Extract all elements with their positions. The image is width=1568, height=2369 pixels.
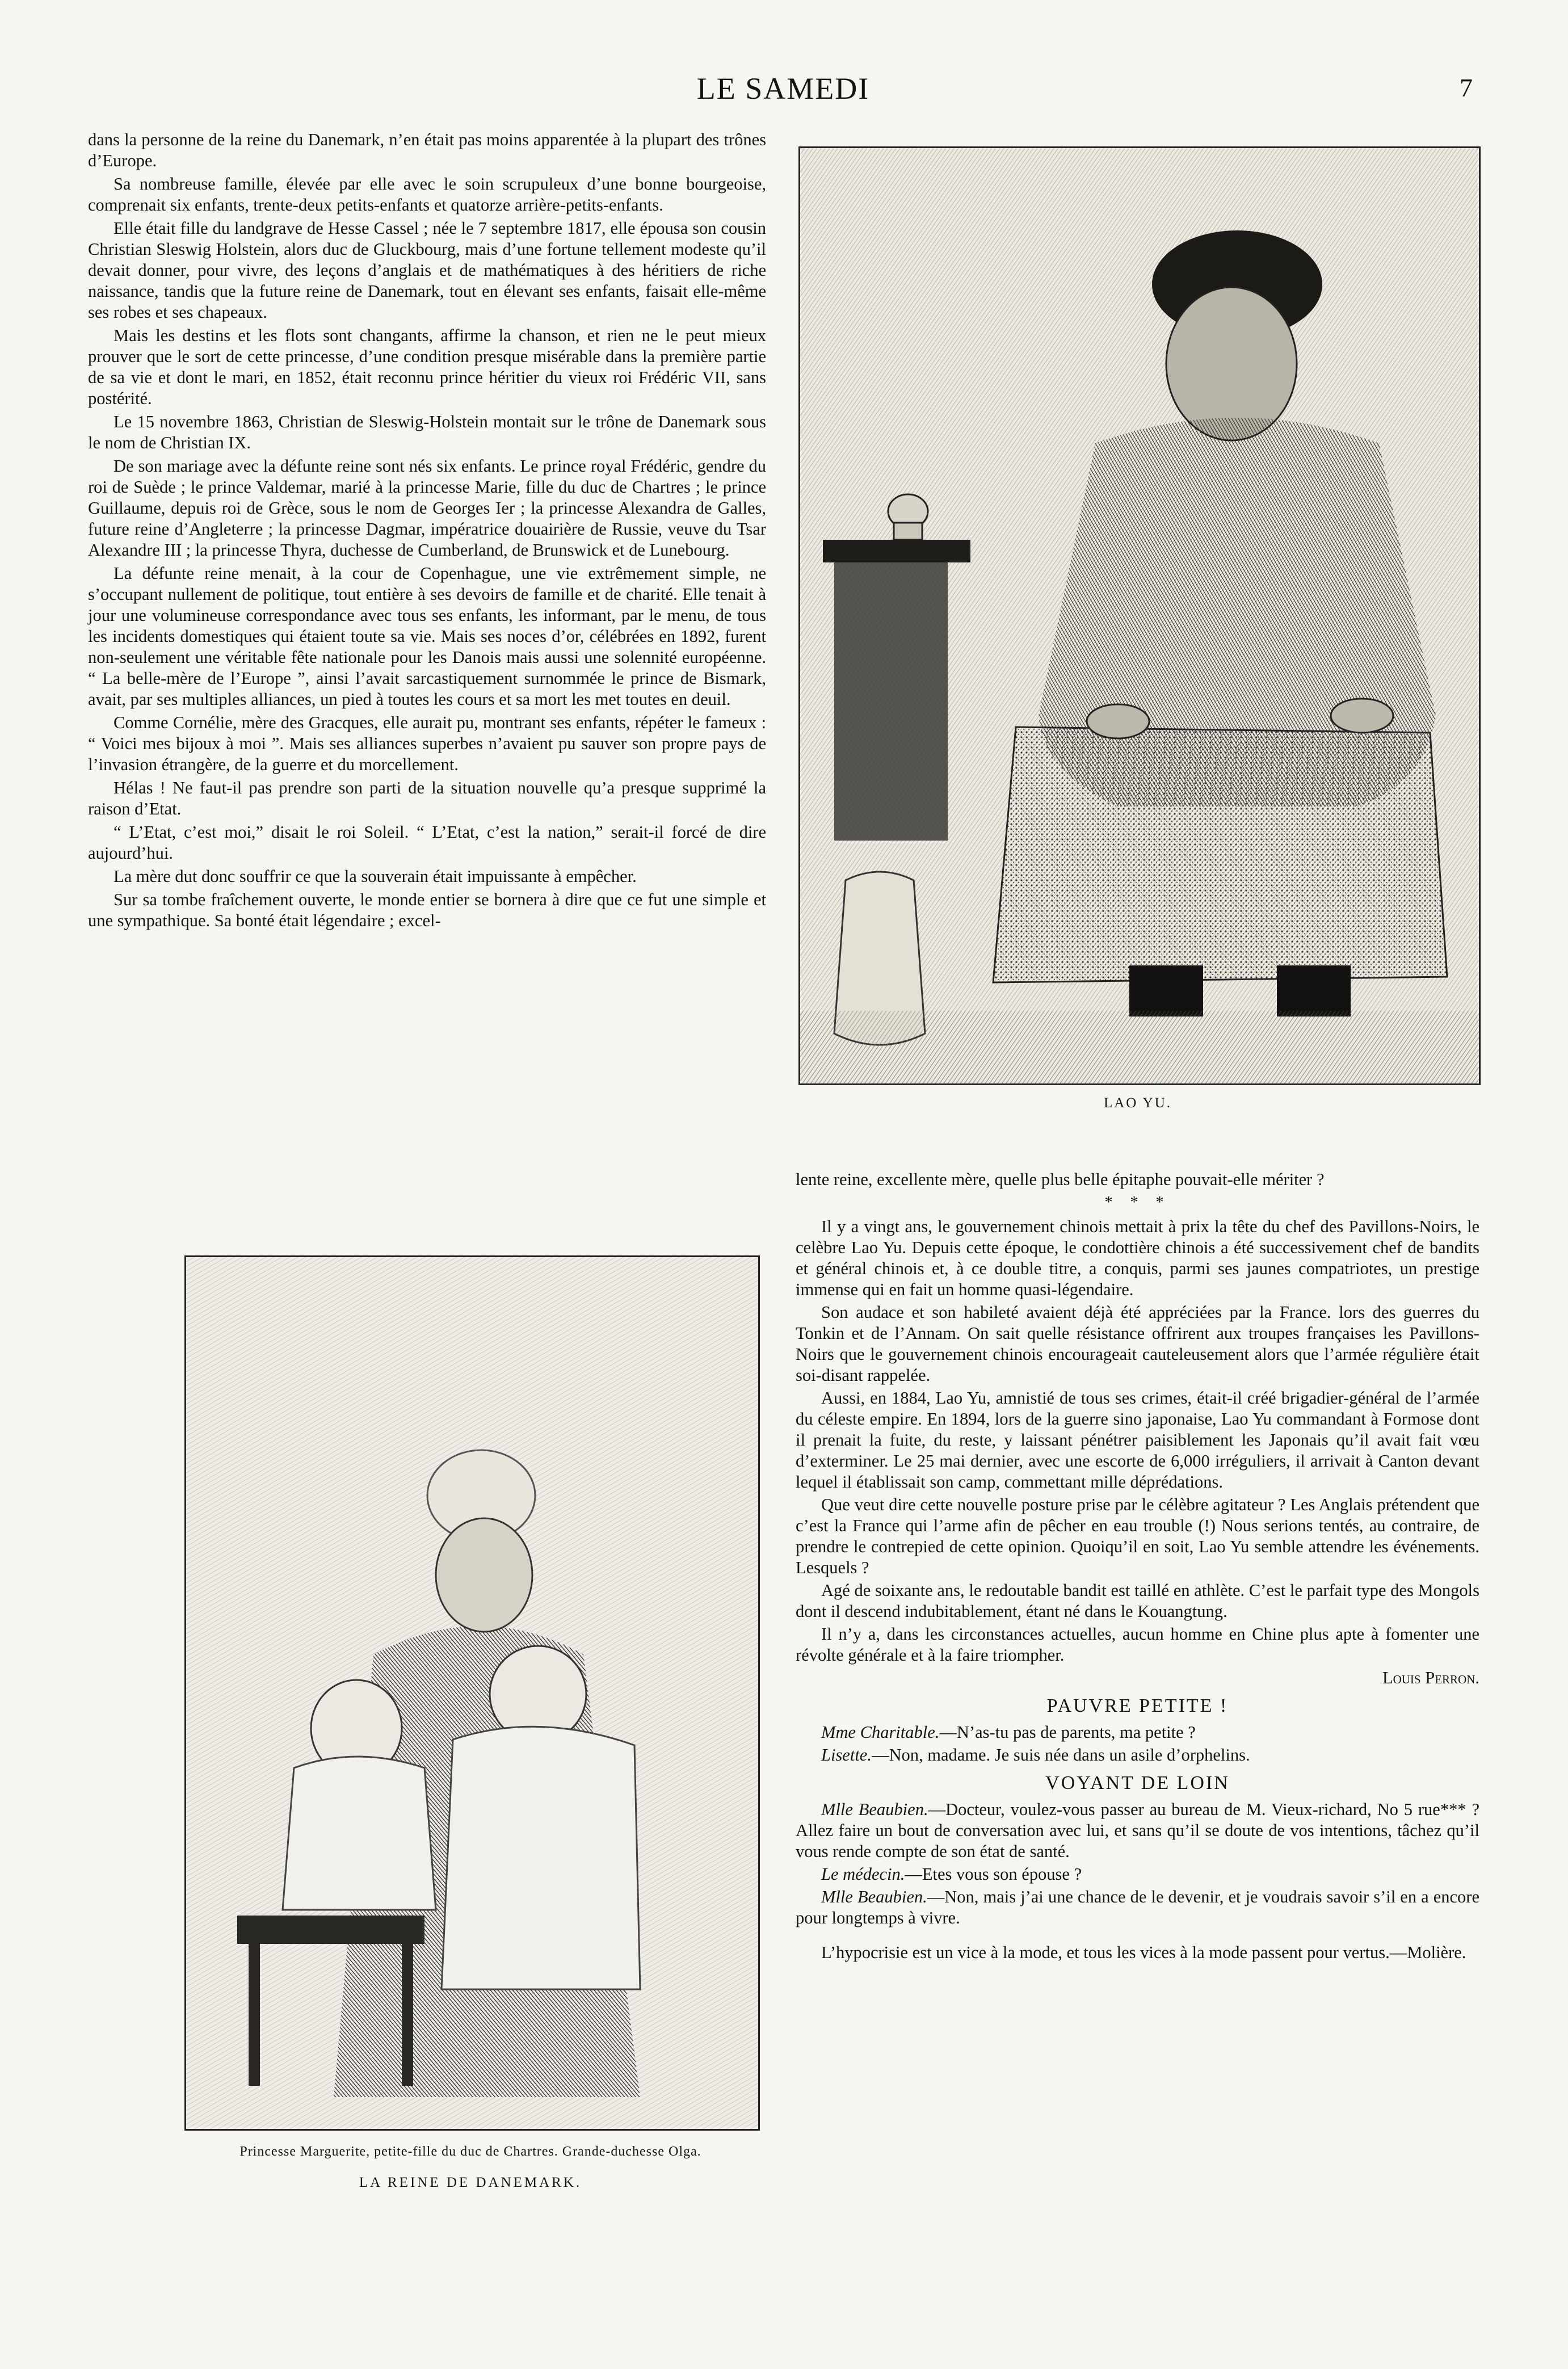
lao-yu-engraving [800,148,1479,1083]
lao-yu-caption: LAO YU. [1103,1095,1172,1111]
left-paragraph: Le 15 novembre 1863, Christian de Sleswig-Holstein montait sur le trône de Danemark sous le nom de Christian IX. [88,412,766,452]
left-paragraph: La défunte reine menait, à la cour de Copenhague, une vie extrêmement simple, ne s’occupant nullement de politique, tout entière à ses devoirs de famille et de charité. Elle tenait à jour une volumineuse correspondance avec tous ses enfants, les informant, par le menu, de tous les incidents domestiques qui étaient toute sa vie. Mais ses noces d’or, célébrées en 1892, furent non-seulement une véritable fête nationale pour les Danois mais aussi une solennité européenne. “ La belle-mère de l’Europe ”, ainsi l’avait sarcastiquement surnommée le prince de Bismark, avait, par ses multiples alliances, un pied à toutes les cours et sa mort les met toutes en deuil. [88,564,766,709]
lao-yu-photo [798,146,1481,1085]
page-title: LE SAMEDI [696,72,870,106]
right-paragraph: Il n’y a, dans les circonstances actuelles, aucun homme en Chine plus apte à fomenter une révolte générale et à la faire triompher. [796,1624,1479,1665]
left-paragraph: “ L’Etat, c’est moi,” disait le roi Soleil. “ L’Etat, c’est la nation,” serait-il forcé de dire aujourd’hui. [88,822,766,863]
reine-engraving [186,1257,758,2129]
left-paragraph: La mère dut donc souffrir ce que la souverain était impuissante à empêcher. [113,867,637,886]
section-heading-pauvre-petite: PAUVRE PETITE ! [1046,1695,1229,1716]
right-paragraph: Que veut dire cette nouvelle posture prise par le célèbre agitateur ? Les Anglais prétendent que c’est la France qui l’arme afin de pêcher en eau trouble (!) Nous serions tentés, au contraire, de prendre le contrepied de cette opinion. Quoiqu’il en soit, Lao Yu semble attendre les événements. Lesquels ? [796,1495,1479,1577]
dialogue-text: —Non, madame. Je suis née dans un asile d’orphelins. [871,1745,1250,1765]
right-paragraph: Agé de soixante ans, le redoutable bandit est taillé en athlète. C’est le parfait type des Mongols dont il descend indubitablement, étant né dans le Kouangtung. [796,1581,1479,1621]
page-number: 7 [1460,73,1473,102]
dialogue-line [796,1722,1479,1743]
dialogue-text: —Docteur, voulez-vous passer au bureau de M. Vieux-richard, No 5 rue*** ? Allez faire un bout de conversation avec lui, et sans qu’il se doute de vos intentions, tâchez qu’il vous rende compte de son état de santé. [796,1800,1479,1861]
left-paragraph: Sa nombreuse famille, élevée par elle avec le soin scrupuleux d’une bonne bourgeoise, comprenait six enfants, trente-deux petits-enfants et quatorze arrière-petits-enfants. [88,174,766,215]
dialogue-text: —N’as-tu pas de parents, ma petite ? [939,1723,1196,1742]
dialogue-line [796,1799,1479,1862]
dialogue-speaker: Le médecin. [821,1864,905,1884]
dialogue-speaker: Mme Charitable. [821,1723,940,1742]
dialogue-speaker: Mlle Beaubien. [821,1800,928,1819]
right-paragraph: Aussi, en 1884, Lao Yu, amnistié de tous ses crimes, était-il créé brigadier-général de l’armée du céleste empire. En 1894, lors de la guerre sino japonaise, Lao Yu commandant à Formose dont il prenait la fuite, du reste, y laissant pénétrer paisiblement les Japonais qu’il avait fait vœu d’exterminer. Le 25 mai dernier, avec une escorte de 6,000 irréguliers, il arrivait à Canton devant lequel il établissait son camp, commettant mille déprédations. [796,1388,1479,1492]
left-paragraph: dans la personne de la reine du Danemark, n’en était pas moins apparentée à la plupart des trônes d’Europe. [88,130,766,170]
left-paragraph: De son mariage avec la défunte reine sont nés six enfants. Le prince royal Frédéric, gendre du roi de Suède ; le prince Valdemar, marié à la princesse Marie, fille du duc de Chartres ; le prince Guillaume, depuis roi de Grèce, sous le nom de Georges Ier ; la princesse Alexandra de Galles, future reine d’Angleterre ; la princesse Dagmar, impératrice douairière de Russie, veuve du Tsar Alexandre III ; la princesse Thyra, duchesse de Cumberland, de Brunswick et de Lunebourg. [88,456,766,560]
reine-caption: LA REINE DE DANEMARK. [359,2175,582,2190]
right-paragraph: Il y a vingt ans, le gouvernement chinois mettait à prix la tête du chef des Pavillons-Noirs, le celèbre Lao Yu. Depuis cette époque, le condottière chinois a été successivement chef de bandits et général chinois et, à ce double titre, a conquis, parmi ses jaunes compatriotes, un prestige immense qui en fait un homme quasi-légendaire. [796,1217,1479,1299]
right-column [796,1169,1479,1965]
dialogue-speaker: Lisette. [821,1745,872,1765]
left-paragraph: Elle était fille du landgrave de Hesse Cassel ; née le 7 septembre 1817, elle épousa son cousin Christian Sleswig Holstein, alors duc de Gluckbourg, mais d’une fortune tellement modeste qu’il devait donner, pour vivre, des leçons d’anglais et de mathématiques à des héritiers de riche naissance, tandis que la future reine de Danemark, tout en élevant ses enfants, faisait elle-même ses robes et ses chapeaux. [88,219,766,322]
closing-quote: L’hypocrisie est un vice à la mode, et tous les vices à la mode passent pour vertus.—Molière. [821,1943,1466,1962]
right-paragraph: Son audace et son habileté avaient déjà été appréciées par la France. lors des guerres du Tonkin et de l’Annam. On sait quelle résistance offrirent aux troupes françaises les Pavillons-Noirs que le gouvernement chinois encourageait cauteleusement alors que l’armée régulière était soi-disant rappelée. [796,1303,1479,1385]
section-heading-voyant-de-loin: VOYANT DE LOIN [1045,1772,1230,1793]
dialogue-speaker: Mlle Beaubien. [821,1887,927,1906]
left-paragraph: Mais les destins et les flots sont changants, affirme la chanson, et rien ne le peut mieux prouver que le sort de cette princesse, d’une condition presque misérable dans la première partie de sa vie et dont le mari, en 1852, était reconnu prince héritier du vieux roi Frédéric VII, sans postérité. [88,326,766,408]
dialogue-text: —Non, mais j’ai une chance de le devenir, et je voudrais savoir s’il en a encore pour longtemps à vivre. [796,1887,1479,1927]
dialogue-text: —Etes vous son épouse ? [905,1864,1082,1884]
left-paragraph: Sur sa tombe fraîchement ouverte, le monde entier se bornera à dire que ce fut une simple et une sympathique. Sa bonté était légendaire ; excel- [88,890,766,930]
dialogue-line [796,1887,1479,1929]
reine-photo [184,1255,760,2131]
left-column [88,129,766,934]
right-lead: lente reine, excellente mère, quelle plus belle épitaphe pouvait-elle mériter ? [796,1170,1325,1189]
dialogue-line [796,1864,1479,1885]
reine-subcaption: Princesse Marguerite, petite-fille du duc de Chartres. Grande-duchesse Olga. [239,2144,701,2159]
section-separator: * * * [1104,1194,1171,1211]
left-paragraph: Hélas ! Ne faut-il pas prendre son parti de la situation nouvelle qu’a presque supprimé la raison d’Etat. [88,778,766,818]
dialogue-line [796,1745,1479,1766]
author-signature: Louis Perron. [1382,1668,1479,1687]
left-paragraph: Comme Cornélie, mère des Gracques, elle aurait pu, montrant ses enfants, répéter le fameux : “ Voici mes bijoux à moi ”. Mais ses alliances superbes n’avaient pu sauver son propre pays de l’invasion étrangère, de la guerre et du morcellement. [88,713,766,774]
